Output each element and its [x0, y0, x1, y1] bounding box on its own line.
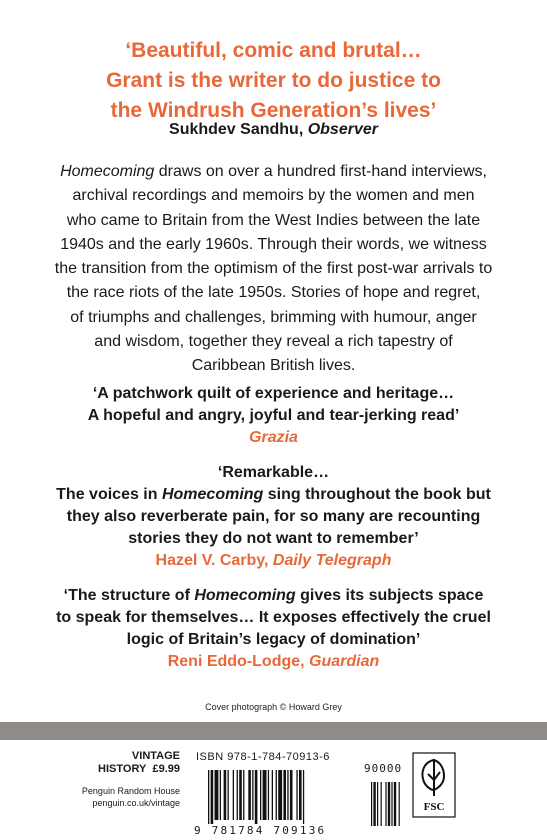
headline-line: ‘Beautiful, comic and brutal… — [125, 39, 422, 62]
headline-line: Grant is the writer to do justice to — [106, 69, 441, 92]
quote-source: Reni Eddo-Lodge, Guardian — [167, 653, 380, 670]
blurb-line: who came to Britain from the West Indies between the late — [66, 211, 481, 229]
review-quote-telegraph — [0, 462, 547, 572]
fsc-label: FSC — [423, 801, 445, 813]
review-quote-guardian — [0, 585, 547, 673]
blurb-line: of triumphs and challenges, brimming with humour, anger — [70, 308, 477, 326]
publisher-website: penguin.co.uk/vintage — [92, 798, 180, 808]
imprint-block — [60, 750, 180, 776]
blurb-line: archival recordings and memoirs by the women and men — [72, 187, 475, 205]
barcode-digits: 9 781784 709136 — [194, 824, 327, 837]
headline-attribution — [0, 120, 547, 140]
barcode-icon — [206, 770, 366, 824]
photo-credit: Cover photograph © Howard Grey — [205, 702, 342, 712]
quote-line: stories they do not want to remember’ — [128, 530, 419, 547]
publisher-name: Penguin Random House — [81, 786, 180, 796]
quote-line: to speak for themselves… It exposes effectively the cruel — [56, 609, 491, 626]
quote-source: Hazel V. Carby, Daily Telegraph — [155, 552, 392, 569]
review-quote-grazia — [0, 383, 547, 449]
book-blurb — [18, 160, 529, 379]
blurb-title: Homecoming — [60, 163, 155, 180]
category: HISTORY — [98, 763, 147, 775]
publisher-block — [36, 785, 180, 809]
blurb-line: Homecoming draws on over a hundred first-hand interviews, — [60, 163, 487, 180]
quote-line: ‘The structure of Homecoming gives its subjects space — [63, 587, 484, 604]
blurb-line: Caribbean British lives. — [191, 357, 356, 375]
quote-line: ‘A patchwork quilt of experience and heritage… — [92, 385, 455, 402]
category-price — [60, 763, 180, 776]
isbn-text: ISBN 978-1-784-70913-6 — [196, 751, 330, 763]
grey-band — [0, 722, 547, 740]
blurb-line: the transition from the optimism of the first post-war arrivals to — [54, 260, 493, 278]
attribution-source: Observer — [307, 121, 378, 138]
quote-line: ‘Remarkable… — [217, 464, 330, 481]
quote-line: they also reverberate pain, for so many are recounting — [66, 508, 481, 525]
imprint-name: VINTAGE — [131, 750, 180, 762]
price: £9.99 — [152, 763, 180, 775]
quote-source: Grazia — [249, 429, 298, 446]
blurb-line: 1940s and the early 1960s. Through their words, we witness — [60, 235, 487, 253]
fsc-logo-icon — [412, 752, 456, 818]
blurb-line: and wisdom, together they reveal a rich tapestry of — [94, 333, 453, 351]
quote-line: A hopeful and angry, joyful and tear-jerking read’ — [87, 407, 460, 424]
addon-barcode-icon — [370, 770, 406, 826]
addon-digits: 90000 — [364, 762, 403, 775]
headline-quote — [0, 36, 547, 126]
quote-line: logic of Britain’s legacy of domination’ — [126, 631, 421, 648]
blurb-line: the race riots of the late 1950s. Stories of hope and regret, — [66, 284, 481, 302]
quote-line: The voices in Homecoming sing throughout the book but — [56, 486, 491, 503]
attribution-name: Sukhdev Sandhu, — [169, 121, 308, 138]
headline-line: the Windrush Generation’s lives’ — [110, 99, 437, 122]
